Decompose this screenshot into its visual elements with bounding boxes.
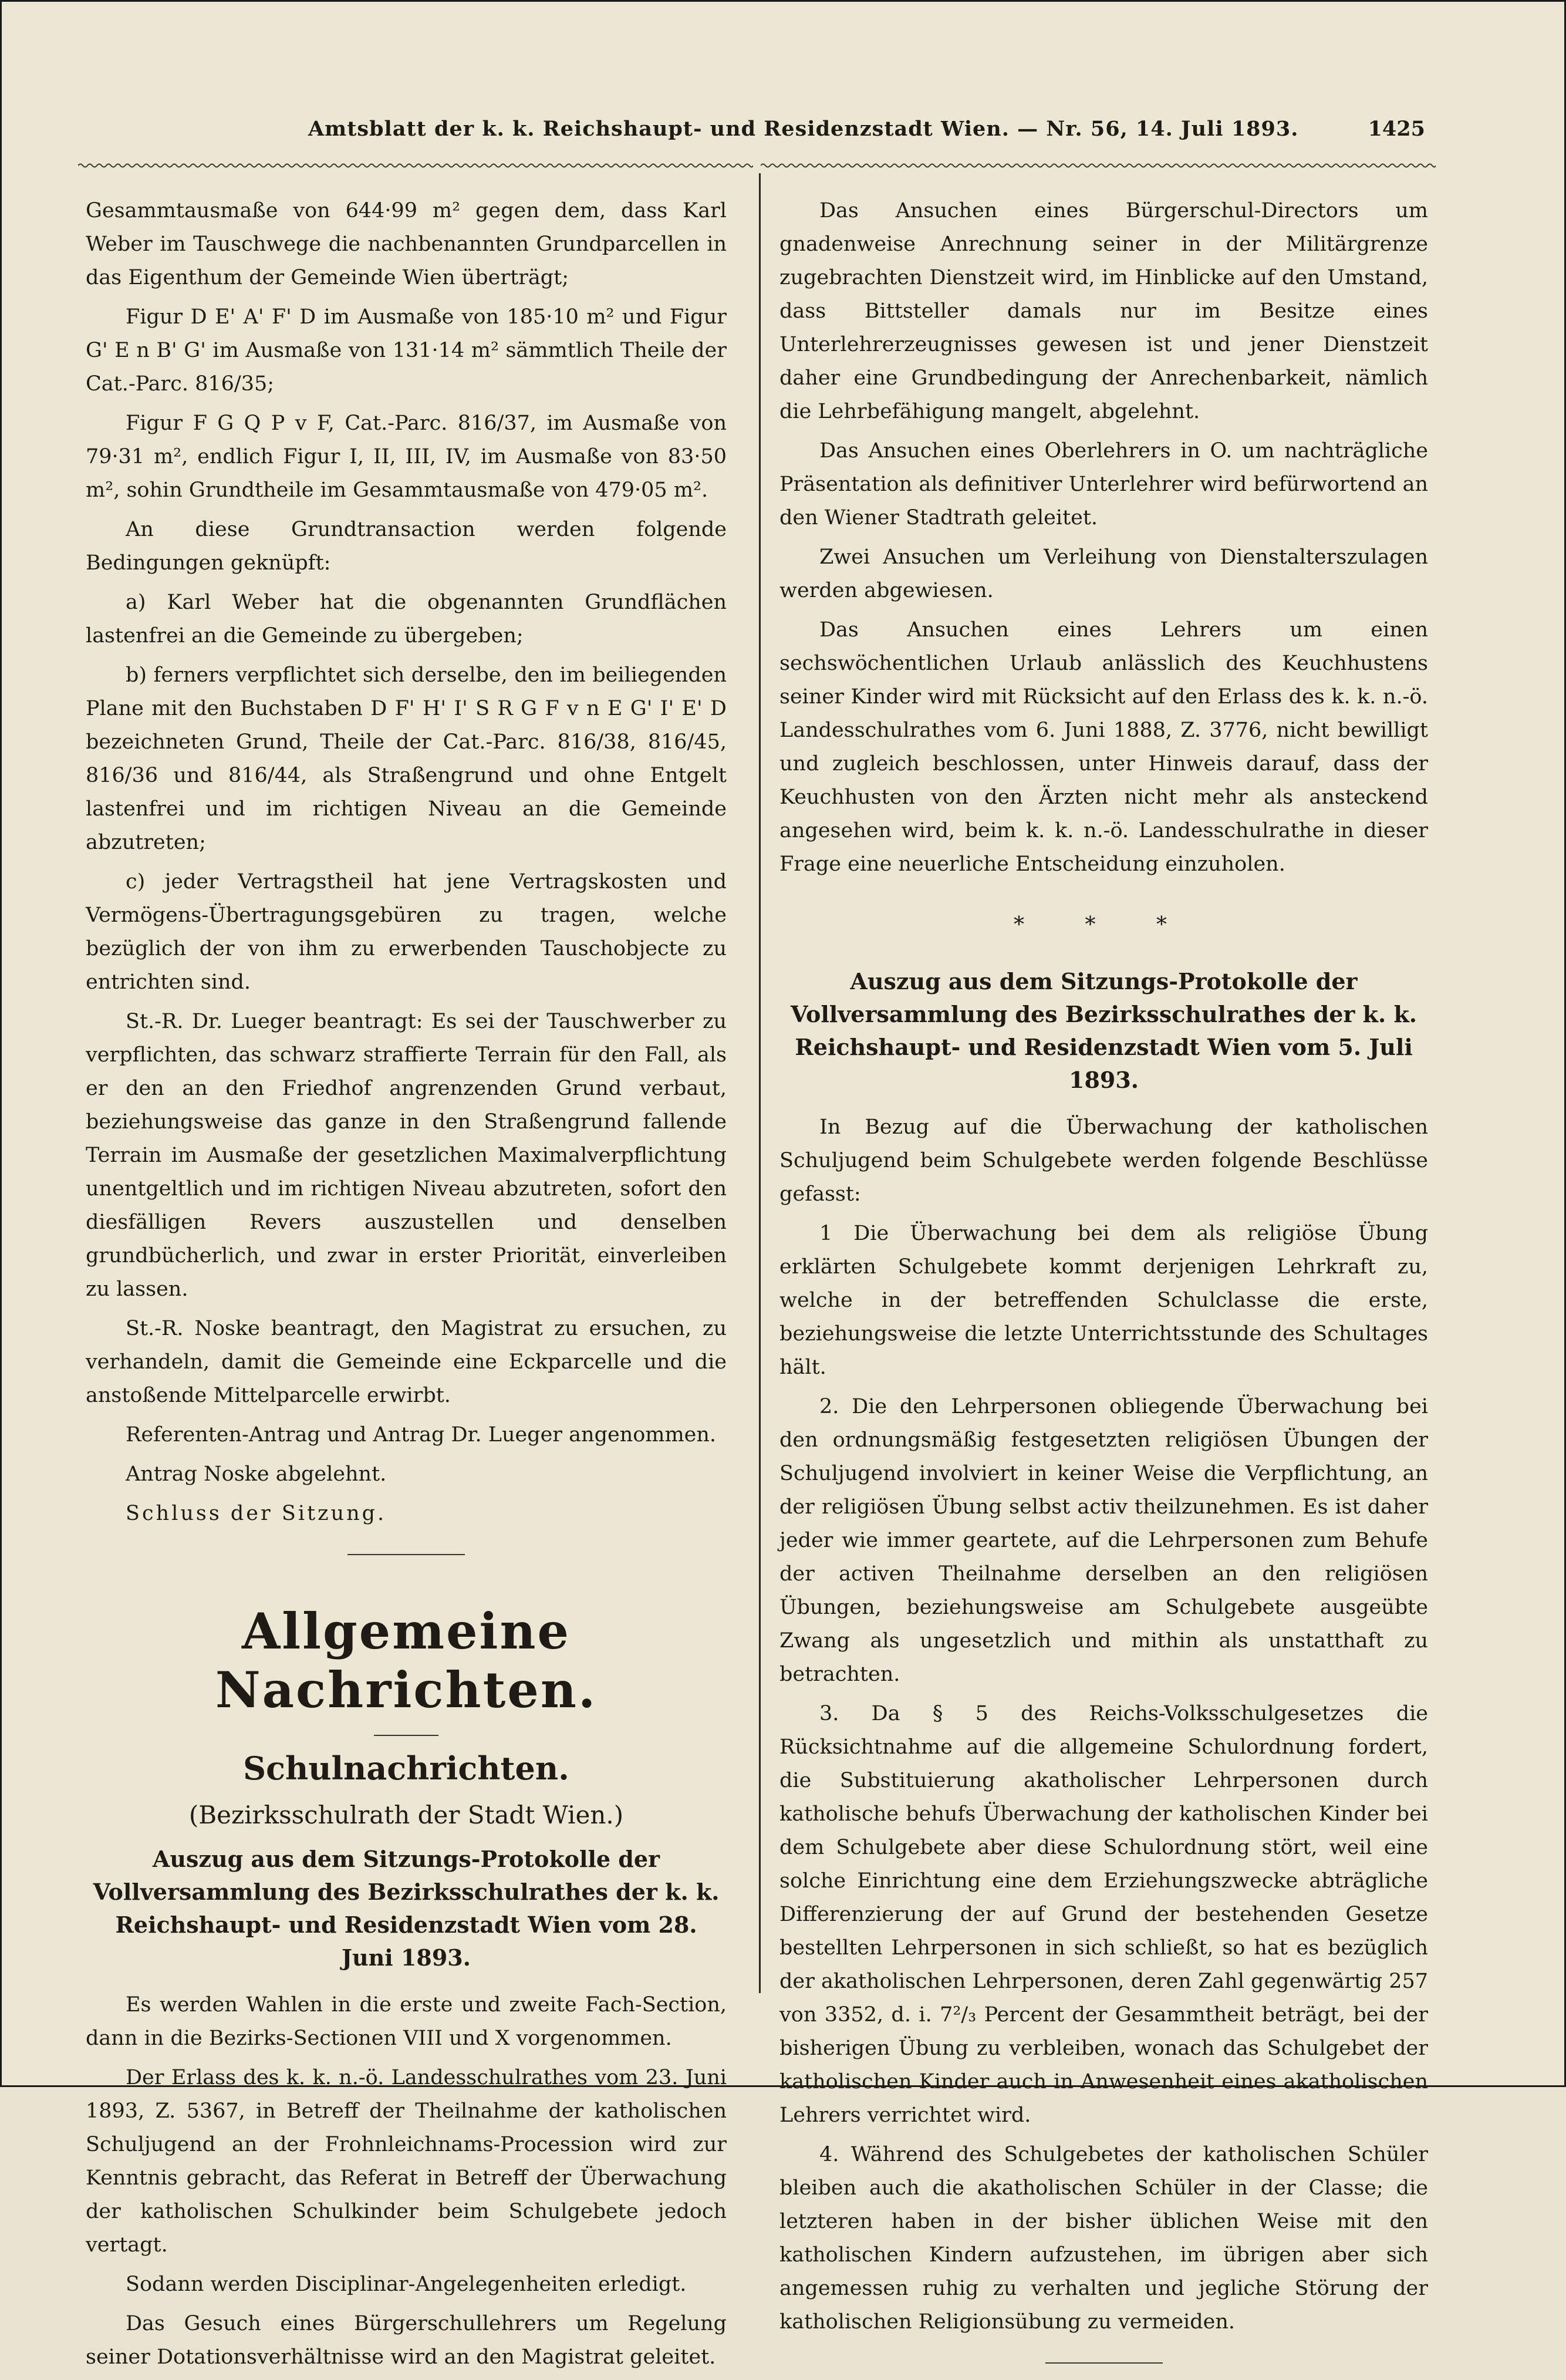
paragraph: 4. Während des Schulgebetes der katholischen Schüler bleiben auch die akatholischen Schüler in der Classe; die letzteren haben in der bisher üblichen Weise mit den katholischen Kindern aufzustehen, im übrigen aber sich angemessen ruhig zu verhalten und jegliche Störung der katholischen Religionsübung zu vermeiden. [779,2143,1428,2334]
paragraph: Der Erlass des k. k. n.-ö. Landesschulrathes vom 23. Juni 1893, Z. 5367, in Betreff der Theilnahme der katholischen Schuljugend an der Frohnleichnams-Procession wird zur Kenntnis gebracht, das Referat in Betreff der Überwachung der katholischen Schulkinder beim Schulgebete jedoch vertagt. [86,2066,727,2257]
paragraph: a) Karl Weber hat die obgenannten Grundflächen lastenfrei an die Gemeinde zu übergeben; [86,591,727,648]
paragraph: Das Ansuchen eines Lehrers um einen sechswöchentlichen Urlaub anlässlich des Keuchhustens seiner Kinder wird mit Rücksicht auf den Erlass des k. k. n.-ö. Landesschulrathes vom 6. Juni 1888, Z. 3776, nicht bewilligt und zugleich beschlossen, unter Hinweis darauf, dass der Keuchhusten von den Ärzten nicht mehr als ansteckend angesehen wird, beim k. k. n.-ö. Landesschulrathe in dieser Frage eine neuerliche Entscheidung einzuholen. [779,618,1428,876]
protocol-heading: Auszug aus dem Sitzungs-Protokolle der Vollversammlung des Bezirksschulrathes der k. k. Reichshaupt- und Residenzstadt Wien vom 5. Juli 1893. [790,968,1418,1093]
paragraph: 2. Die den Lehrpersonen obliegende Überwachung bei den ordnungsmäßig festgesetzten religiösen Übungen der Schuljugend involviert in keiner Weise die Verpflichtung, an der religiösen Übung selbst activ theilzunehmen. Es ist daher jeder wie immer geartete, auf die Lehrpersonen zum Behufe der activen Theilnahme derselben an den religiösen Übungen, beziehungsweise am Schulgebete ausgeübte Zwang als ungesetzlich und mithin als unstatthaft zu betrachten. [779,1395,1428,1686]
title-divider [374,1735,438,1736]
authority-line: (Bezirksschulrath der Stadt Wien.) [188,1801,624,1829]
end-divider [1045,2362,1163,2364]
paragraph: Schluss der Sitzung. [126,1502,387,1525]
page-number: 1425 [1368,117,1425,141]
paragraph: Figur D E' A' F' D im Ausmaße von 185·10 m² und Figur G' E n B' G' im Ausmaße von 131·14 m² sämmtlich Theile der Cat.-Parc. 816/35; [86,305,727,396]
paragraph: Zwei Ansuchen um Verleihung von Dienstalterszulagen werden abgewiesen. [779,545,1428,602]
paragraph: Sodann werden Disciplinar-Angelegenheiten erledigt. [126,2273,687,2296]
paragraph: b) ferners verpflichtet sich derselbe, den im beiliegenden Plane mit den Buchstaben D F' H' I' S R G F v n E G' I' E' D bezeichneten Grund, Theile der Cat.-Parc. 816/38, 816/45, 816/36 und 816/44, als Straßengrund und ohne Entgelt lastenfrei und im richtigen Niveau an die Gemeinde abzutreten; [86,663,727,854]
protocol-heading: Auszug aus dem Sitzungs-Protokolle der Vollversammlung des Bezirksschulrathes der k. k. Reichshaupt- und Residenzstadt Wien vom 28. Juni 1893. [93,1846,720,1971]
section-title: Allgemeine Nachrichten. [215,1602,598,1719]
paragraph: An diese Grundtransaction werden folgende Bedingungen geknüpft: [86,518,727,575]
section-stars: * * * [1014,913,1194,937]
paragraph: In Bezug auf die Überwachung der katholischen Schuljugend beim Schulgebete werden folgende Beschlüsse gefasst: [779,1115,1428,1206]
left-column [86,194,727,2380]
subsection-title: Schulnachrichten. [243,1749,569,1787]
page-header [2,117,1566,152]
paragraph: St.-R. Noske beantragt, den Magistrat zu ersuchen, zu verhandeln, damit die Gemeinde eine Eckparcelle und die anstoßende Mittelparcelle erwirbt. [86,1317,727,1407]
paragraph: 1 Die Überwachung bei dem als religiöse Übung erklärten Schulgebete kommt derjenigen Lehrkraft zu, welche in der betreffenden Schulclasse die erste, beziehungsweise die letzte Unterrichtsstunde des Schultages hält. [779,1222,1428,1379]
paragraph: St.-R. Dr. Lueger beantragt: Es sei der Tauschwerber zu verpflichten, das schwarz straffierte Terrain für den Fall, als er den an den Friedhof angrenzenden Grund verbaut, beziehungsweise das ganze in den Straßengrund fallende Terrain im Ausmaße der gesetzlichen Maximalverpflichtung unentgeltlich und im richtigen Niveau abzutreten, sofort den diesfälligen Revers auszustellen und denselben grundbücherlich, und zwar in erster Priorität, einverleiben zu lassen. [86,1010,727,1301]
section-divider [347,1554,465,1555]
paragraph: 3. Da § 5 des Reichs-Volksschulgesetzes die Rücksichtnahme auf die allgemeine Schulordnung fordert, die Substituierung akatholischer Lehrpersonen durch katholische behufs Überwachung der katholischen Kinder bei dem Schulgebete aber diese Schulordnung stört, weil eine solche Einrichtung eine dem Erziehungszwecke abträgliche Differenzierung der auf Grund der bestehenden Gesetze bestellten Lehrpersonen in sich schließt, so hat es bezüglich der akatholischen Lehrpersonen, deren Zahl gegenwärtig 257 von 3352, d. i. 7²/₃ Percent der Gesammtheit beträgt, bei der bisherigen Übung zu verbleiben, wonach das Schulgebet der katholischen Kinder auch in Anwesenheit eines akatholischen Lehrers verrichtet wird. [779,1702,1428,2127]
paragraph: Das Ansuchen eines Oberlehrers in O. um nachträgliche Präsentation als definitiver Unterlehrer wird befürwortend an den Wiener Stadtrath geleitet. [779,439,1428,530]
paragraph: Gesammtausmaße von 644·99 m² gegen dem, dass Karl Weber im Tauschwege die nachbenannten Grundparcellen in das Eigenthum der Gemeinde Wien überträgt; [86,199,727,289]
paragraph: Das Gesuch eines Bürgerschullehrers um Regelung seiner Dotationsverhältnisse wird an den Magistrat geleitet. [86,2312,727,2369]
paragraph: Das Ansuchen eines Bürgerschul-Directors um gnadenweise Anrechnung seiner in der Militärgrenze zugebrachten Dienstzeit wird, im Hinblicke auf den Umstand, dass Bittsteller damals nur im Besitze eines Unterlehrerzeugnisses gewesen ist und jener Dienstzeit daher eine Grundbedingung der Anrechenbarkeit, nämlich die Lehrbefähigung mangelt, abgelehnt. [779,199,1428,423]
header-wavy-rule-right [761,161,1436,170]
paragraph: Es werden Wahlen in die erste und zweite Fach-Section, dann in die Bezirks-Sectionen VIII und X vorgenommen. [86,1993,727,2050]
paragraph: c) jeder Vertragstheil hat jene Vertragskosten und Vermögens-Übertragungsgebüren zu tragen, welche bezüglich der von ihm zu erwerbenden Tauschobjecte zu entrichten sind. [86,870,727,994]
header-wavy-rule-left [78,161,753,170]
paragraph: Referenten-Antrag und Antrag Dr. Lueger angenommen. [126,1423,717,1447]
paragraph: Figur F G Q P v F, Cat.-Parc. 816/37, im Ausmaße von 79·31 m², endlich Figur I, II, III, IV, im Ausmaße von 83·50 m², sohin Grundtheile im Gesammtausmaße von 479·05 m². [86,412,727,502]
header-title: Amtsblatt der k. k. Reichshaupt- und Residenzstadt Wien. — Nr. 56, 14. Juli 1893. [308,117,1299,141]
right-column [761,194,1428,2364]
paragraph: Antrag Noske abgelehnt. [126,1462,387,1486]
